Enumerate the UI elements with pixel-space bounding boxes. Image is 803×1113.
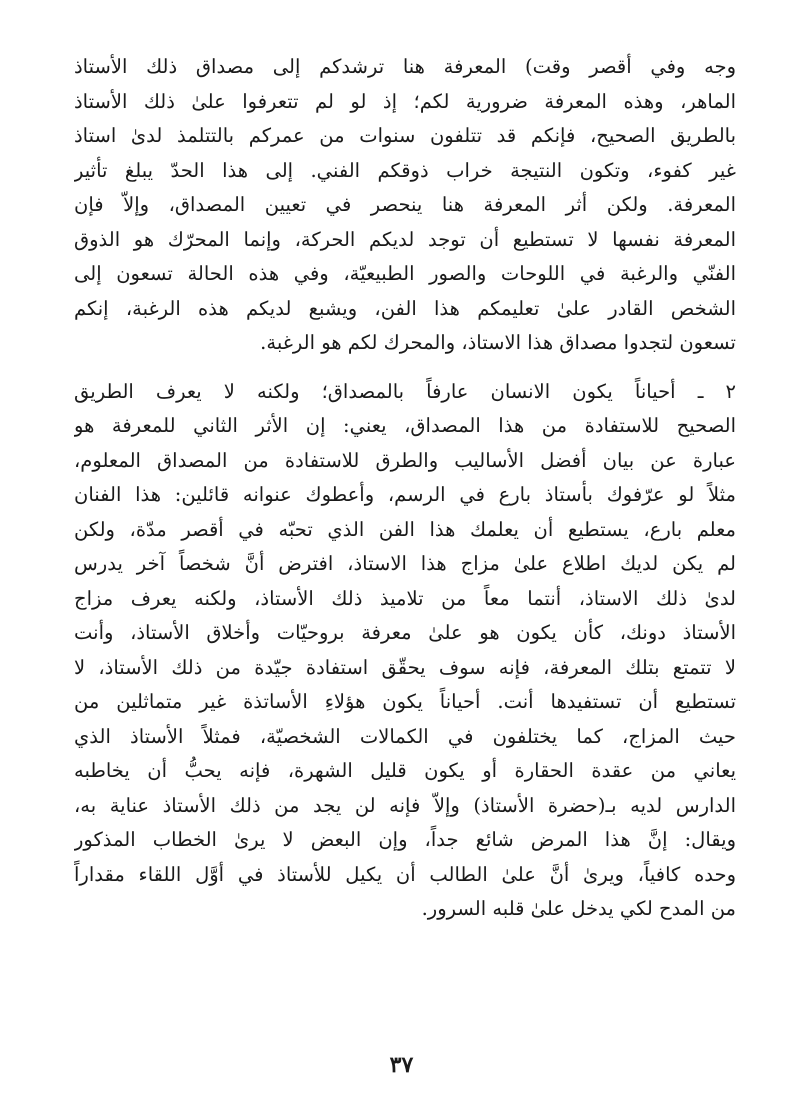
text-line: حيث المزاج، كما يختلفون في الكمالات الشخصيّة، فمثلاً الأستاذ الذي bbox=[74, 724, 736, 748]
text-line: الدارس لديه بـ(حضرة الأستاذ) وإلاّ فإنه لن يجد من ذلك الأستاذ عناية به، bbox=[74, 793, 736, 817]
text-line: المعرفة. ولكن أثر المعرفة هنا ينحصر في تعيين المصداق، وإلاّ فإن bbox=[74, 193, 736, 216]
text-line: تسعون لتجدوا مصداق هذا الاستاذ، والمحرك لكم هو الرغبة. bbox=[260, 331, 736, 354]
text-line: وجه وفي أقصر وقت) المعرفة هنا ترشدكم إلى مصداق ذلك الأستاذ bbox=[74, 55, 736, 78]
text-line: لم يكن لديك اطلاع علىٰ مزاج هذا الاستاذ، افترض أنَّ شخصاً آخر يدرس bbox=[74, 552, 736, 575]
text-line: لدىٰ ذلك الاستاذ، أنتما معاً من تلاميذ ذلك الأستاذ، ولكنه يعرف مزاج bbox=[74, 586, 736, 610]
paragraph-1 bbox=[74, 50, 736, 361]
text-line: من المدح لكي يدخل علىٰ قلبه السرور. bbox=[421, 897, 736, 920]
text-line: يعاني من عقدة الحقارة أو يكون قليل الشهرة، فإنه يحبُّ أن يخاطبه bbox=[74, 759, 736, 782]
text-line: مثلاً لو عرّفوك بأستاذ بارع في الرسم، وأعطوك عنوانه قائلين: هذا الفنان bbox=[74, 483, 736, 506]
text-line: تستطيع أن تستفيدها أنت. أحياناً يكون هؤلاءِ الأساتذة غير متماثلين من bbox=[74, 690, 736, 713]
text-line: الماهر، وهذه المعرفة ضرورية لكم؛ إذ لو لم تتعرفوا علىٰ ذلك الأستاذ bbox=[74, 89, 736, 113]
page-body bbox=[74, 50, 736, 927]
text-line: الأستاذ دونك، كأن يكون هو علىٰ معرفة بروحيّات وأخلاق الأستاذ، وأنت bbox=[74, 621, 736, 644]
text-line: وحده كافياً، ويرىٰ أنَّ علىٰ الطالب أن يكيل للأستاذ في أوَّل اللقاء مقداراً bbox=[74, 862, 736, 886]
text-line: ويقال: إنَّ هذا المرض شائع جداً، وإن البعض لا يرىٰ الخطاب المذكور bbox=[74, 828, 736, 851]
text-line: ۲ ـ أحياناً يكون الانسان عارفاً بالمصداق؛ ولكنه لا يعرف الطريق bbox=[74, 379, 736, 403]
text-line: لا تتمتع بتلك المعرفة، فإنه سوف يحقّق استفادة جيّدة من ذلك الأستاذ، لا bbox=[74, 655, 736, 679]
text-line: غير كفوء، وتكون النتيجة خراب ذوقكم الفني. إلى هذا الحدّ يبلغ تأثير bbox=[74, 158, 736, 182]
text-line: معلم بارع، يستطيع أن يعلمك هذا الفن الذي تحبّه في أقصر مدّة، ولكن bbox=[74, 517, 736, 541]
text-line: الشخص القادر علىٰ تعليمكم هذا الفن، ويشبع لديكم هذه الرغبة، إنكم bbox=[74, 296, 736, 320]
text-line: المعرفة نفسها لا تستطيع أن توجد لديكم الحركة، وإنما المحرّك هو الذوق bbox=[74, 227, 736, 251]
paragraph-2 bbox=[74, 375, 736, 927]
page-number: ۳۷ bbox=[389, 1052, 414, 1078]
text-line: عبارة عن بيان أفضل الأساليب والطرق للاستفادة من المصداق المعلوم، bbox=[74, 448, 736, 472]
text-line: الفنّي والرغبة في اللوحات والصور الطبيعيّة، وفي هذه الحالة تسعون إلى bbox=[74, 262, 736, 285]
text-line: بالطريق الصحيح، فإنكم قد تتلفون سنوات من عمركم بالتتلمذ لدىٰ استاذ bbox=[74, 124, 736, 147]
text-line: الصحيح للاستفادة من هذا المصداق، يعني: إن الأثر الثاني للمعرفة هو bbox=[74, 414, 736, 437]
